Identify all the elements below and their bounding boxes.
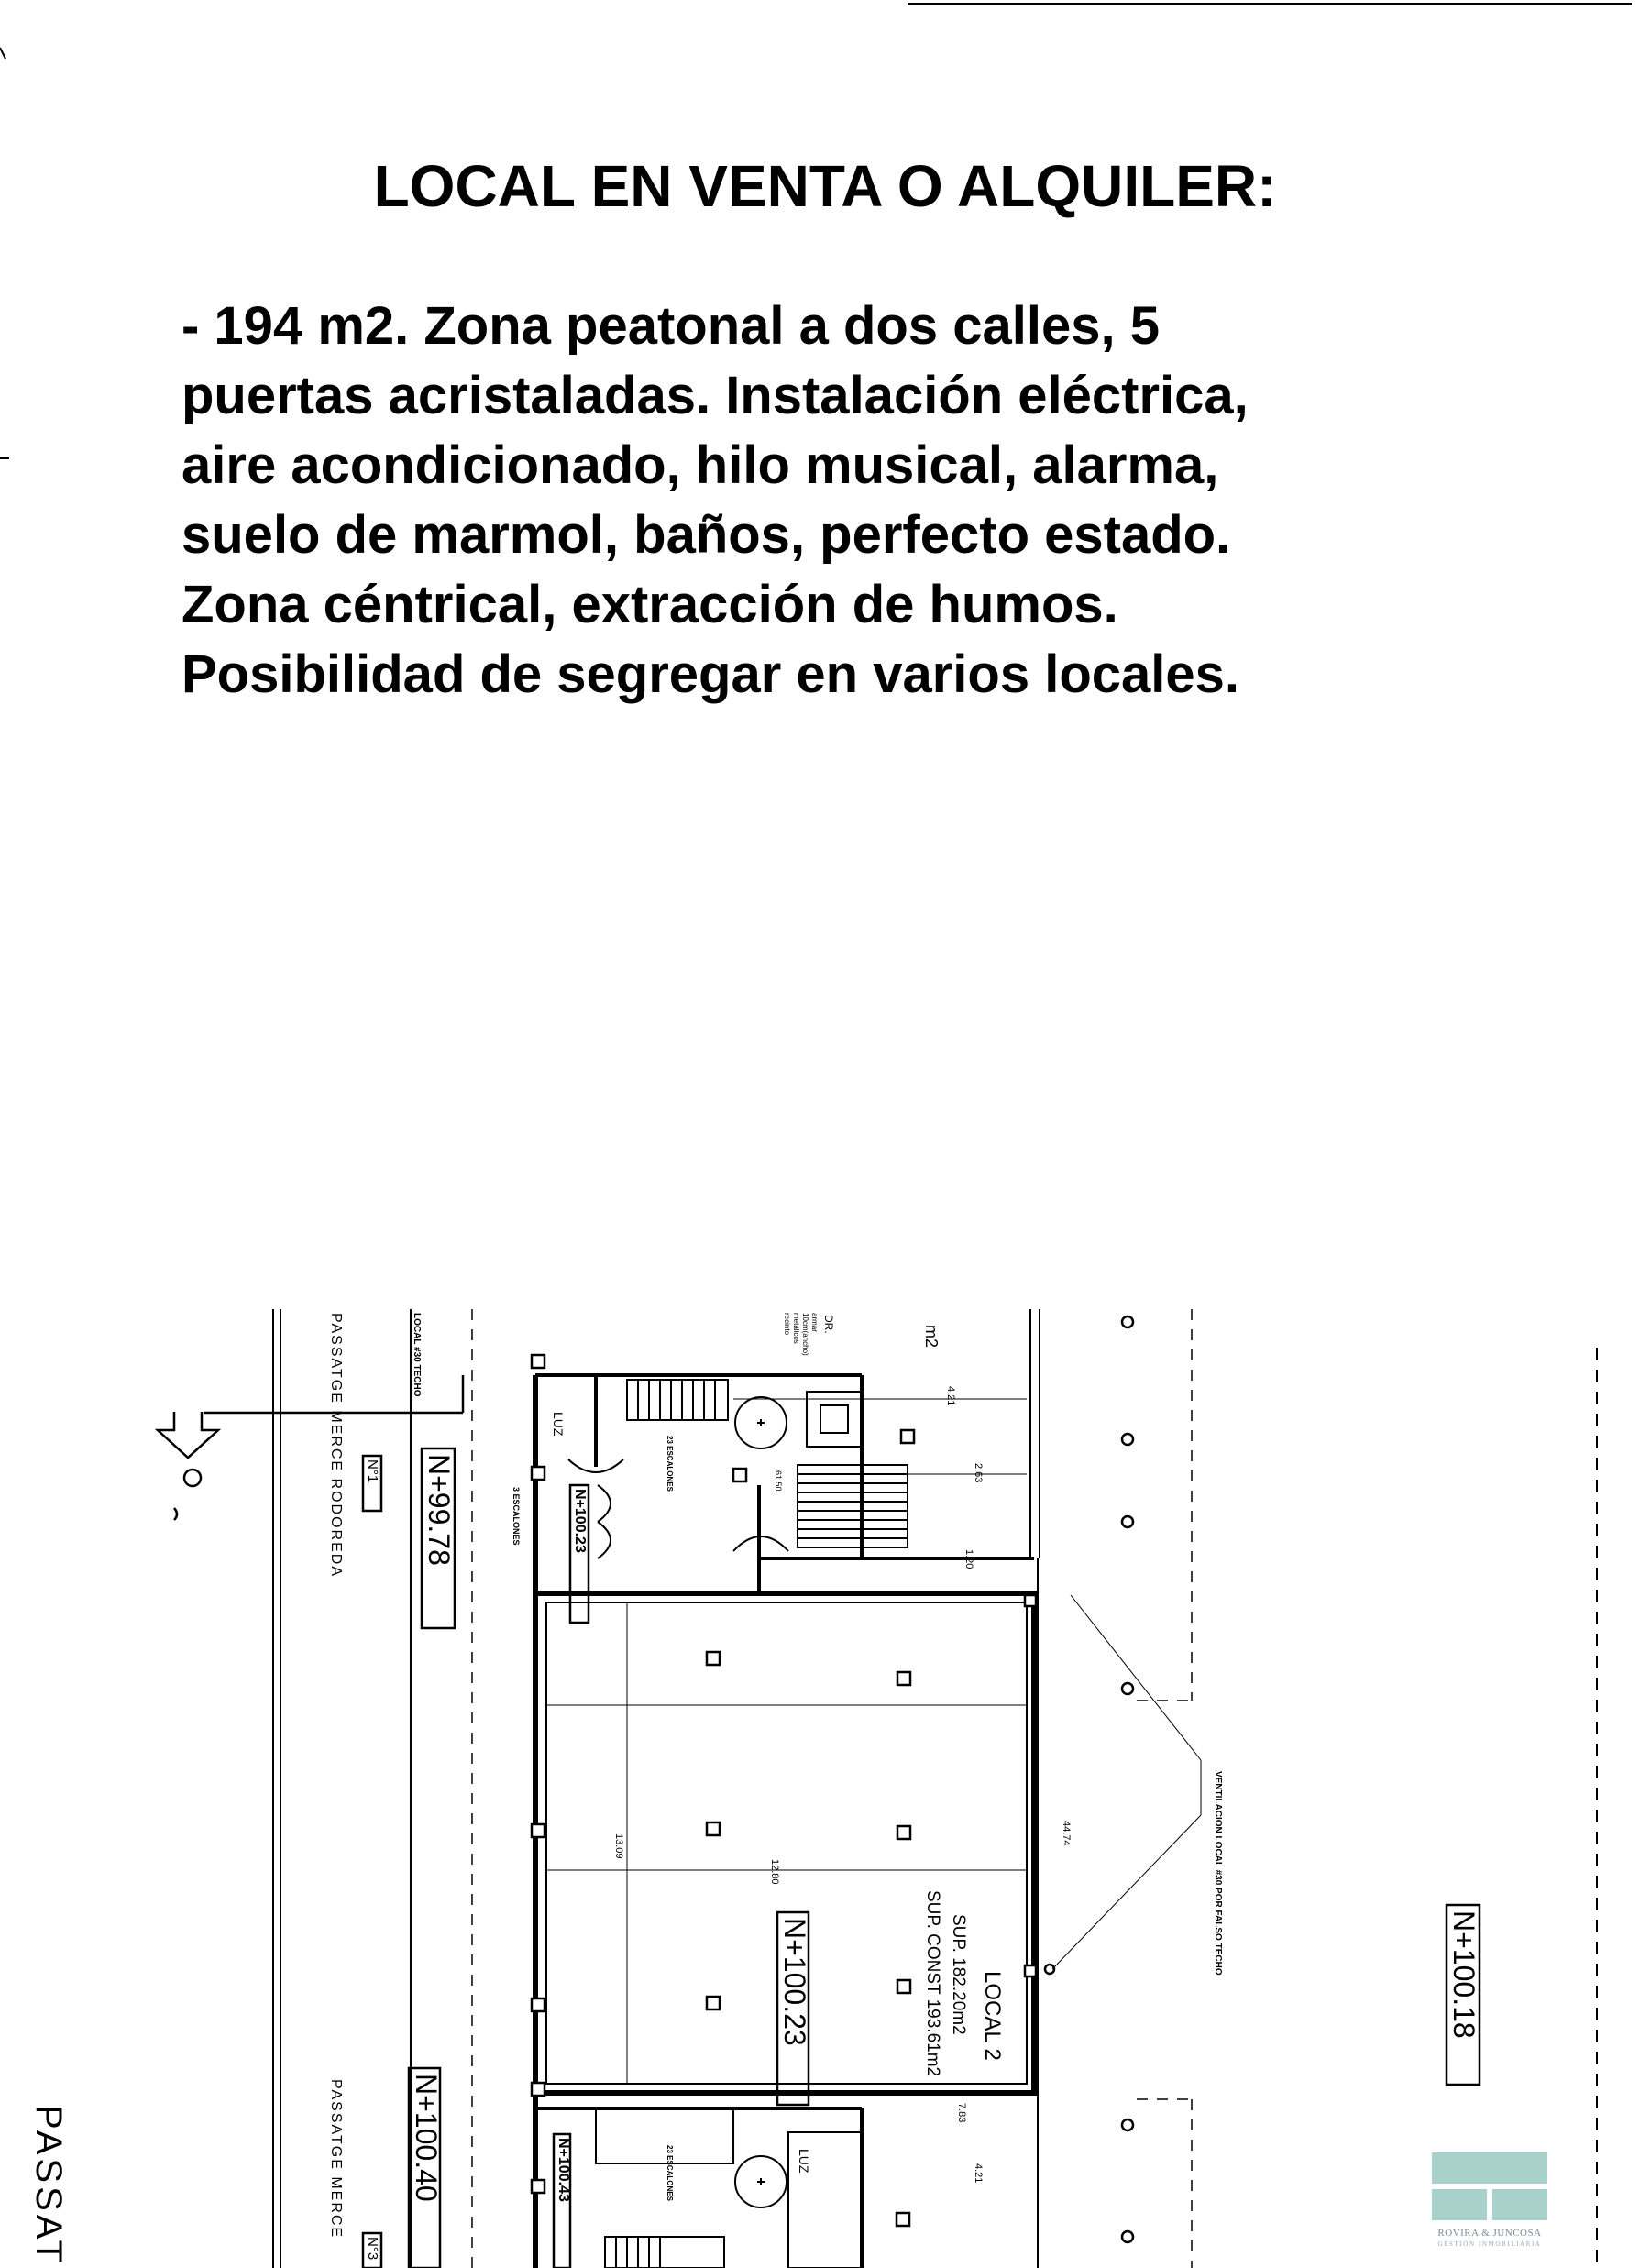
description-line: aire acondicionado, hilo musical, alarma,	[182, 435, 1219, 495]
m2-fragment: m2	[922, 1325, 940, 1349]
level-lower-left: N+100.40	[410, 2074, 443, 2202]
ref-note-line: recinto	[783, 1313, 791, 1336]
description-line: Posibilidad de segregar en varios locales.	[182, 644, 1240, 704]
unit-label-3: N°3	[365, 2237, 380, 2261]
description-line: suelo de marmol, baños, perfecto estado.	[182, 505, 1231, 565]
dim-label: 7.83	[956, 2103, 967, 2123]
escalones-label-lower: 23 ESCALONES	[666, 2145, 674, 2201]
dim-label: 12.80	[769, 1859, 780, 1885]
level-lower-step: N+100.43	[556, 2138, 571, 2202]
logo-subtitle: GESTIÓN INMOBILIARIA	[1437, 2240, 1542, 2248]
level-entrance: N+99.78	[423, 1454, 456, 1566]
street-label-2: PASSATGE MERCE	[328, 2079, 344, 2240]
ref-note-line: metálicos	[792, 1313, 800, 1344]
luz-label-1: LUZ	[551, 1412, 566, 1437]
level-main: N+100.23	[778, 1918, 811, 2046]
dim-label: 1.20	[963, 1549, 974, 1569]
ref-note-line: 10cm(ancho)	[801, 1313, 809, 1356]
dashed-lines	[472, 1309, 1192, 2268]
escalones-label-upper: 23 ESCALONES	[666, 1436, 674, 1492]
level-step: N+100.23	[572, 1489, 588, 1553]
local-ref-top: LOCAL #30 TECHO	[412, 1313, 422, 1397]
dim-label: 44.74	[1061, 1821, 1072, 1846]
company-logo	[1425, 2152, 1554, 2255]
dim-label: 61.50	[774, 1470, 783, 1492]
dim-label: 4.21	[973, 2163, 984, 2184]
dim-label: 4.21	[945, 1386, 956, 1406]
markers-right	[1045, 1316, 1133, 2242]
escalones-label: 3 ESCALONES	[512, 1487, 521, 1546]
logo-mark-icon	[1432, 2152, 1547, 2220]
scan-marks	[0, 4, 1632, 458]
local-sup-const: SUP. CONST 193.61m2	[923, 1890, 942, 2077]
ref-note: DR.	[822, 1315, 835, 1334]
dim-label: 2.63	[973, 1463, 984, 1483]
luz-label-2: LUZ	[797, 2149, 811, 2174]
entrance-arrow-icon	[158, 1375, 463, 1520]
local-name: LOCAL 2	[980, 1971, 1005, 2061]
description-line: puertas acristaladas. Instalación eléctrica,	[182, 366, 1248, 425]
ventilation-note: VENTILACION LOCAL #30 POR FALSO TECHO	[1213, 1771, 1223, 1976]
page-title: LOCAL EN VENTA O ALQUILER:	[373, 153, 1277, 219]
ref-note-line: armar	[810, 1313, 819, 1332]
stairs-lower	[535, 2108, 862, 2268]
description-line: Zona céntrical, extracción de humos.	[182, 575, 1118, 634]
unit-label-1: N°1	[365, 1459, 380, 1483]
street-label-3: PASSAT	[28, 2105, 69, 2266]
level-right: N+100.18	[1447, 1910, 1480, 2039]
local-sup: SUP. 182.20m2	[949, 1914, 968, 2035]
dim-label: 13.09	[613, 1833, 624, 1859]
description-line: - 194 m2. Zona peatonal a dos calles, 5	[182, 296, 1160, 356]
street-label-1: PASSATGE MERCE RODOREDA	[328, 1313, 344, 1578]
level-boxes	[363, 1448, 1480, 2268]
logo-name: ROVIRA & JUNCOSA	[1437, 2228, 1542, 2239]
